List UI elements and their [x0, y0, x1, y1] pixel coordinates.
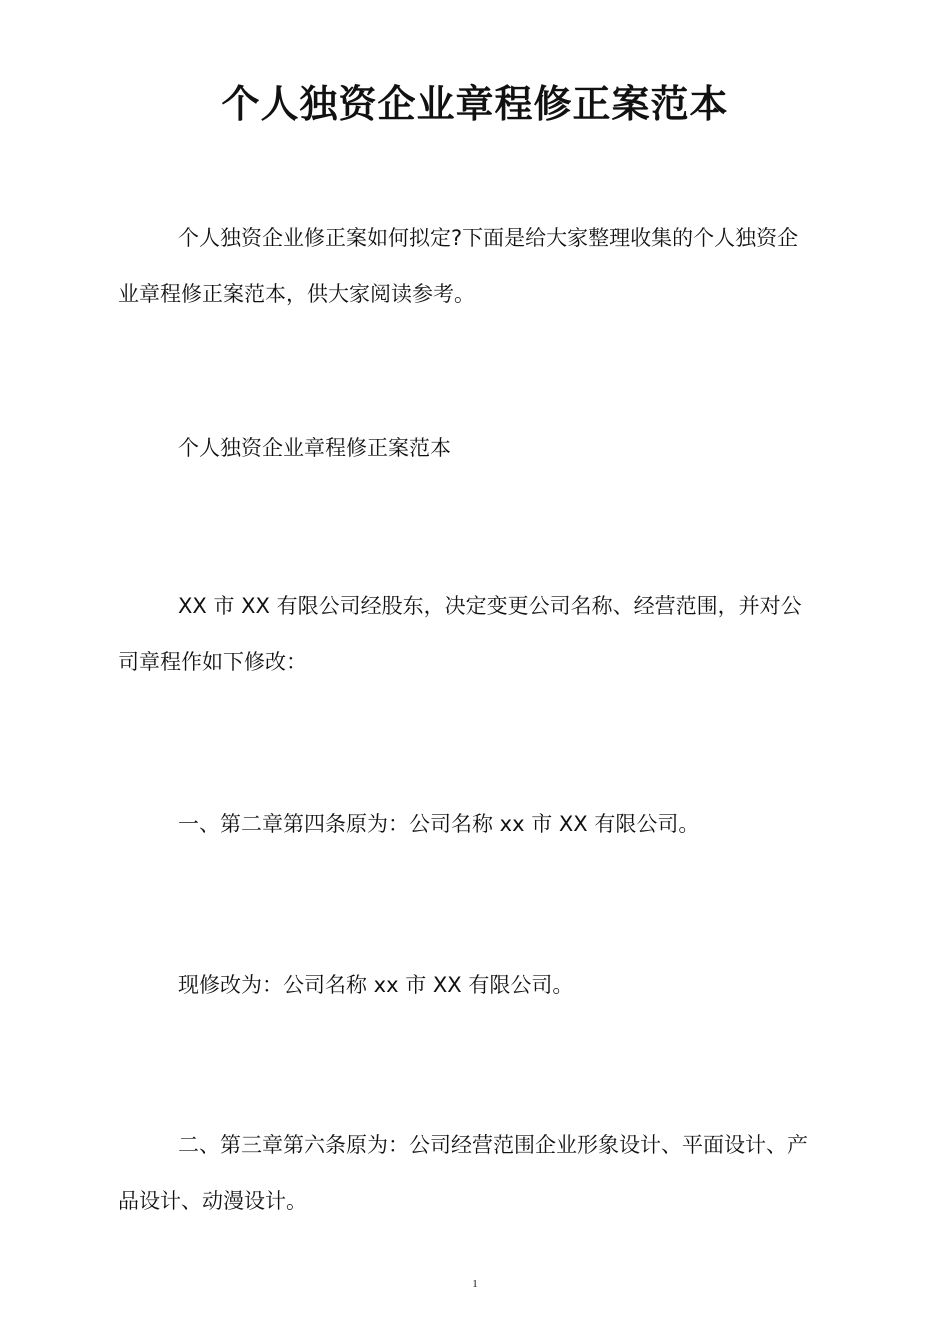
section-heading: 个人独资企业章程修正案范本 [178, 436, 451, 460]
amendment-item-1-original: 一、第二章第四条原为：公司名称 xx 市 XX 有限公司。 [178, 812, 700, 836]
amendment-item-1-revised: 现修改为：公司名称 xx 市 XX 有限公司。 [178, 973, 574, 997]
resolution-paragraph: XX 市 XX 有限公司经股东，决定变更公司名称、经营范围，并对公司章程作如下修改： [118, 594, 802, 674]
intro-paragraph: 个人独资企业修正案如何拟定?下面是给大家整理收集的个人独资企业章程修正案范本，供大家阅读参考。 [118, 226, 799, 306]
amendment-item-2-original: 二、第三章第六条原为：公司经营范围企业形象设计、平面设计、产品设计、动漫设计。 [118, 1133, 808, 1213]
page-number: 1 [472, 1278, 478, 1290]
document-title: 个人独资企业章程修正案范本 [221, 82, 729, 126]
